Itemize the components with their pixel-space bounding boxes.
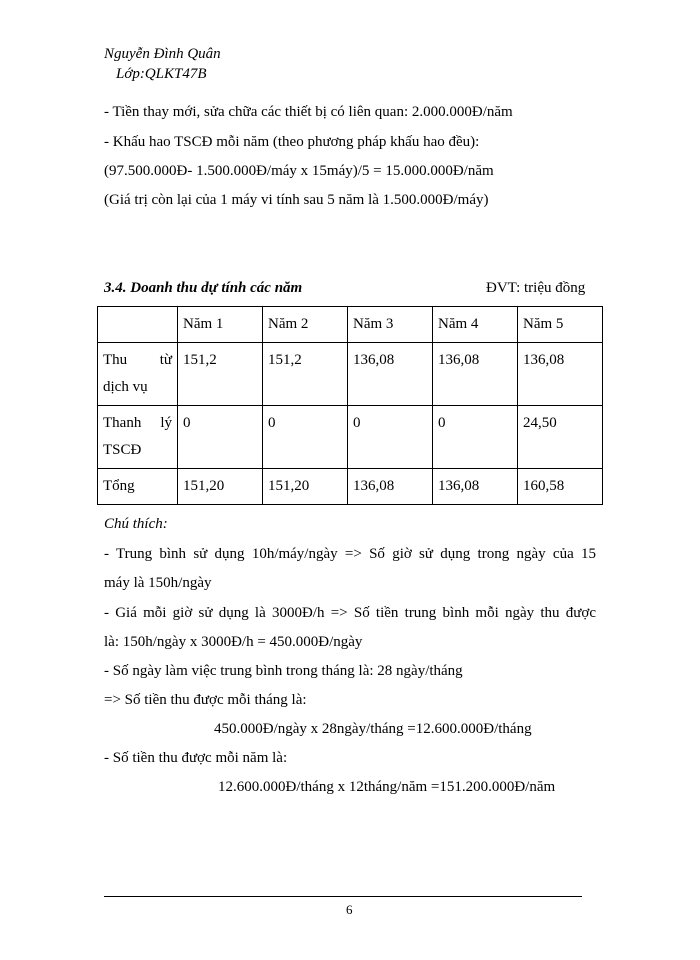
intro-line-2: - Khấu hao TSCĐ mỗi năm (theo phương pháp khấu hao đều): bbox=[104, 134, 480, 150]
notes-title: Chú thích: bbox=[104, 516, 168, 532]
note-line-4: => Số tiền thu được mỗi tháng là: bbox=[104, 692, 307, 708]
note-line-1a bbox=[104, 546, 596, 563]
table-row bbox=[98, 343, 603, 406]
footer-divider bbox=[104, 896, 582, 897]
row-label: Thanh lý TSCĐ bbox=[98, 406, 178, 469]
note-line-5: 450.000Đ/ngày x 28ngày/tháng =12.600.000Đ/tháng bbox=[214, 721, 532, 737]
table-row bbox=[98, 406, 603, 469]
intro-line-1: - Tiền thay mới, sửa chữa các thiết bị có liên quan: 2.000.000Đ/năm bbox=[104, 104, 513, 120]
header-author: Nguyễn Đình Quân bbox=[104, 46, 221, 62]
table-header-cell: Năm 1 bbox=[178, 307, 263, 343]
table-cell: 136,08 bbox=[518, 343, 603, 406]
note-line-7: 12.600.000Đ/tháng x 12tháng/năm =151.200.000Đ/năm bbox=[218, 779, 556, 795]
revenue-table bbox=[97, 306, 603, 505]
section-title: 3.4. Doanh thu dự tính các năm bbox=[104, 280, 303, 296]
note-line-3: - Số ngày làm việc trung bình trong tháng là: 28 ngày/tháng bbox=[104, 663, 463, 679]
table-header-cell: Năm 5 bbox=[518, 307, 603, 343]
table-cell: 0 bbox=[263, 406, 348, 469]
table-header-cell: Năm 2 bbox=[263, 307, 348, 343]
table-row bbox=[98, 469, 603, 505]
table-cell: 151,2 bbox=[178, 343, 263, 406]
table-cell: 151,20 bbox=[178, 469, 263, 505]
table-header-cell bbox=[98, 307, 178, 343]
table-cell: 0 bbox=[348, 406, 433, 469]
table-cell: 136,08 bbox=[348, 469, 433, 505]
note-line-1b: máy là 150h/ngày bbox=[104, 575, 212, 591]
note-text: - Giá mỗi giờ sử dụng là 3000Đ/h => Số tiền trung bình mỗi ngày thu được bbox=[104, 605, 596, 621]
row-label: Tổng bbox=[98, 469, 178, 505]
table-cell: 0 bbox=[433, 406, 518, 469]
intro-line-3: (97.500.000Đ- 1.500.000Đ/máy x 15máy)/5 = 15.000.000Đ/năm bbox=[104, 163, 494, 179]
table-cell: 136,08 bbox=[348, 343, 433, 406]
note-line-6: - Số tiền thu được mỗi năm là: bbox=[104, 750, 288, 766]
note-line-2a bbox=[104, 605, 596, 622]
table-cell: 151,2 bbox=[263, 343, 348, 406]
table-cell: 136,08 bbox=[433, 343, 518, 406]
table-cell: 151,20 bbox=[263, 469, 348, 505]
note-line-2b: là: 150h/ngày x 3000Đ/h = 450.000Đ/ngày bbox=[104, 634, 363, 650]
table-header-row bbox=[98, 307, 603, 343]
row-label: Thu từ dịch vụ bbox=[98, 343, 178, 406]
table-cell: 160,58 bbox=[518, 469, 603, 505]
header-class: Lớp:QLKT47B bbox=[116, 66, 207, 82]
table-cell: 24,50 bbox=[518, 406, 603, 469]
page-number: 6 bbox=[346, 902, 353, 917]
table-header-cell: Năm 3 bbox=[348, 307, 433, 343]
table-cell: 0 bbox=[178, 406, 263, 469]
unit-label: ĐVT: triệu đồng bbox=[486, 280, 586, 296]
intro-line-4: (Giá trị còn lại của 1 máy vi tính sau 5 năm là 1.500.000Đ/máy) bbox=[104, 192, 489, 208]
table-header-cell: Năm 4 bbox=[433, 307, 518, 343]
note-text: - Trung bình sử dụng 10h/máy/ngày => Số giờ sử dụng trong ngày của 15 bbox=[104, 546, 596, 562]
table-cell: 136,08 bbox=[433, 469, 518, 505]
